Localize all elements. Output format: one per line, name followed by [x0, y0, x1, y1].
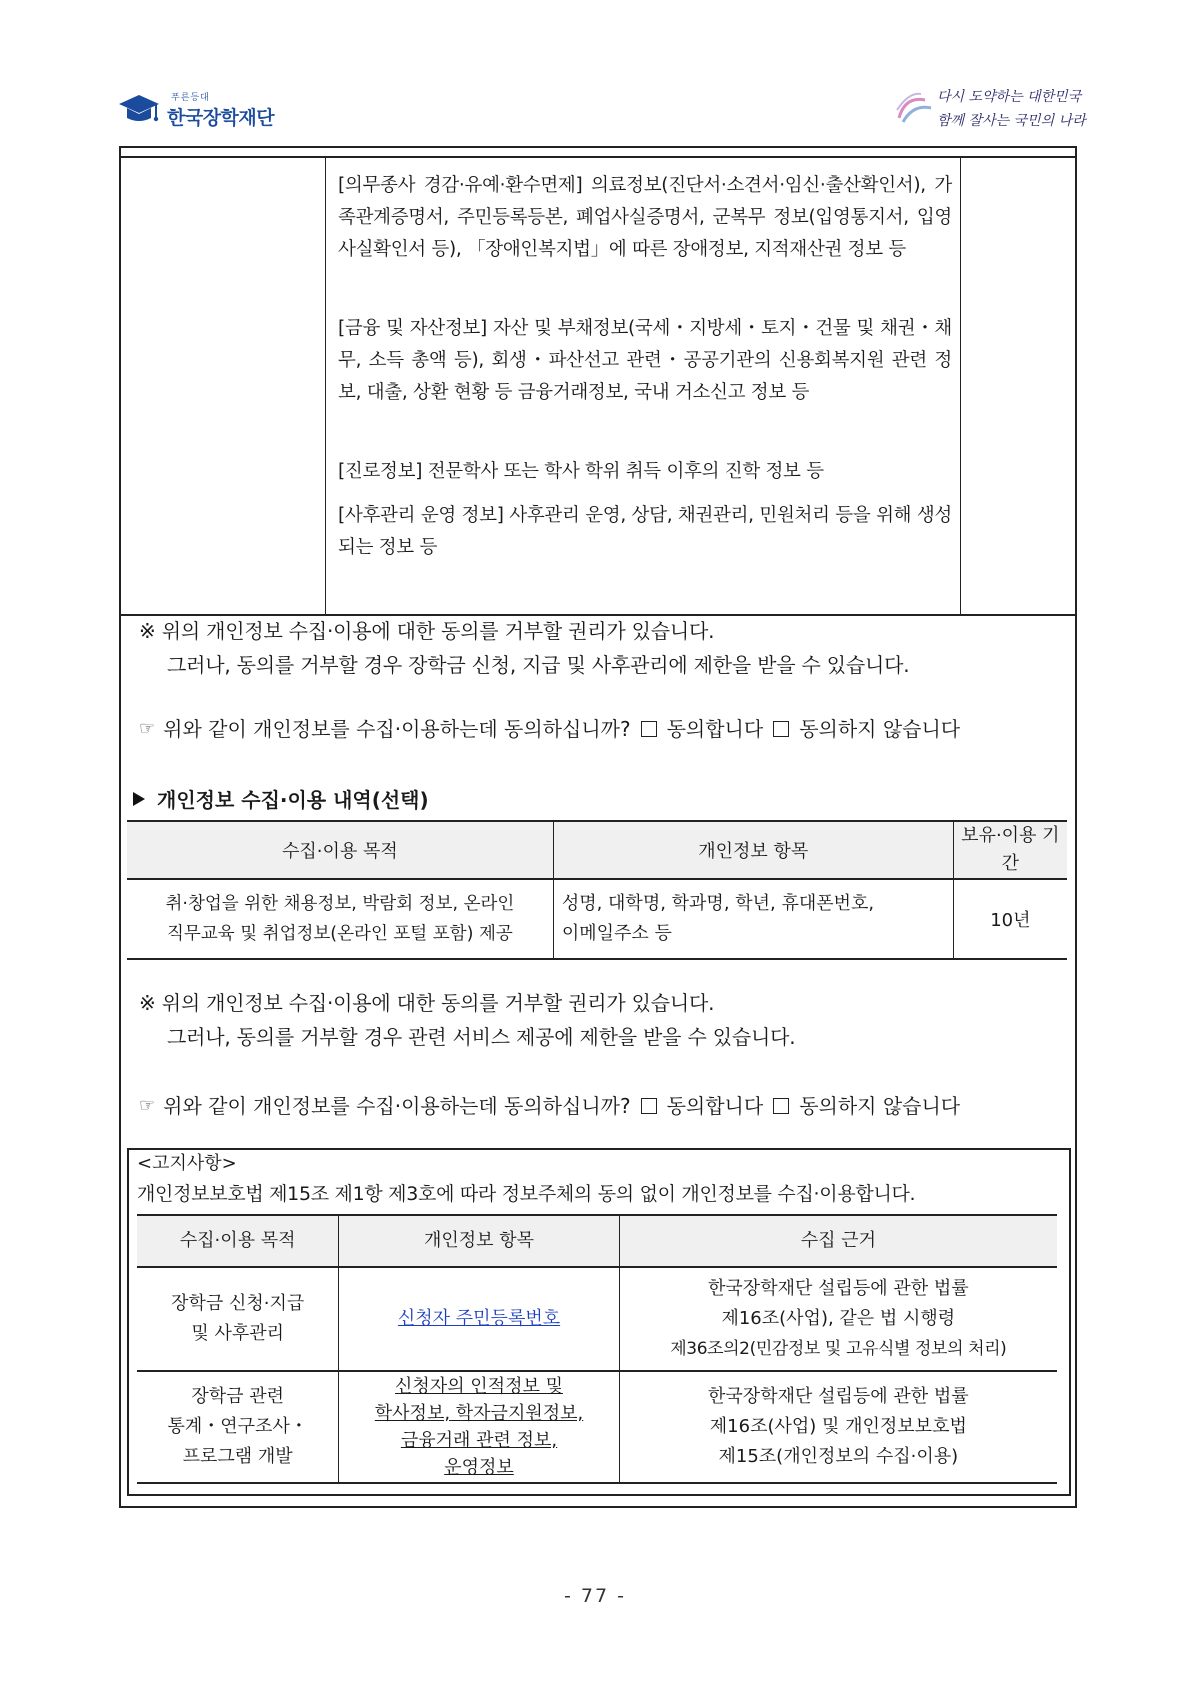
- agree-checkbox[interactable]: [641, 721, 657, 737]
- header-period: 보유·이용 기간: [953, 821, 1067, 879]
- page-number: - 77 -: [564, 1585, 626, 1607]
- table-header-row: [127, 821, 1067, 879]
- disagree-checkbox[interactable]: [773, 721, 789, 737]
- table-row: [137, 1267, 1057, 1371]
- agree-label: 동의합니다: [666, 1094, 764, 1118]
- consent-question-required: [139, 714, 1063, 744]
- cell-basis: 한국장학재단 설립등에 관한 법률 제16조(사업) 및 개인정보보호법 제15조(개인정보의 수집·이용): [619, 1371, 1057, 1483]
- cell-basis: 한국장학재단 설립등에 관한 법률 제16조(사업), 같은 법 시행령 제36조의2(민감정보 및 고유식별 정보의 처리): [619, 1267, 1057, 1371]
- consent-form-frame: [119, 146, 1077, 1508]
- notice-text: 개인정보보호법 제15조 제1항 제3호에 따라 정보주체의 동의 없이 개인정보를 수집·이용합니다.: [137, 1183, 916, 1205]
- slogan-line1: 다시 도약하는 대한민국: [937, 89, 1082, 105]
- resident-number-link[interactable]: 신청자 주민등록번호: [397, 1308, 561, 1329]
- refusal-line1: ※ 위의 개인정보 수집·이용에 대한 동의를 거부할 권리가 있습니다.: [139, 619, 715, 643]
- header-purpose: 수집·이용 목적: [127, 821, 553, 879]
- cell-items: 신청자의 인적정보 및 학사정보, 학자금지원정보, 금융거래 관련 정보, 운영정보: [339, 1371, 619, 1483]
- disagree-checkbox[interactable]: [773, 1098, 789, 1114]
- refusal-line2: 그러나, 동의를 거부할 경우 장학금 신청, 지급 및 사후관리에 제한을 받을 수 있습니다.: [167, 653, 910, 677]
- agree-label: 동의합니다: [666, 717, 764, 741]
- refusal-line1: ※ 위의 개인정보 수집·이용에 대한 동의를 거부할 권리가 있습니다.: [139, 991, 715, 1015]
- consent-question: 위와 같이 개인정보를 수집·이용하는데 동의하십니까?: [163, 1094, 631, 1118]
- header-purpose: 수집·이용 목적: [137, 1215, 339, 1267]
- cell-items: 성명, 대학명, 학과명, 학년, 휴대폰번호, 이메일주소 등: [553, 879, 953, 959]
- refusal-notice-optional: [139, 986, 1057, 1054]
- cell-purpose: 취·창업을 위한 채용정보, 박람회 정보, 온라인 직무교육 및 취업정보(온라인 포털 포함) 제공: [127, 879, 553, 959]
- pointing-finger-icon: ☞: [139, 718, 156, 739]
- cell-period: 10년: [953, 879, 1067, 959]
- header-basis: 수집 근거: [619, 1215, 1057, 1267]
- agree-checkbox[interactable]: [641, 1098, 657, 1114]
- refusal-notice-required: [139, 614, 1057, 682]
- optional-items-table: [127, 820, 1067, 960]
- table-row: [127, 879, 1067, 959]
- paragraph-obligation: [의무종사 경감·유예·환수면제] 의료정보(진단서·소견서·임신·출산확인서), 가족관계증명서, 주민등록등본, 폐업사실증명서, 군복무 정보(입영통지서, 입영사실확인서 등), 「장애인복지법」에 따른 장애정보, 지적재산권 정보 등: [338, 175, 952, 260]
- table-header-row: [137, 1215, 1057, 1267]
- cell-purpose: 장학금 신청·지급 및 사후관리: [137, 1267, 339, 1371]
- graduation-cap-icon: [117, 90, 161, 130]
- header-items: 개인정보 항목: [339, 1215, 619, 1267]
- logo-title: 한국장학재단: [167, 107, 275, 129]
- disagree-label: 동의하지 않습니다: [799, 717, 961, 741]
- paragraph-finance: [금융 및 자산정보] 자산 및 부채정보(국세・지방세・토지・건물 및 채권・채무, 소득 총액 등), 회생・파산선고 관련・공공기관의 신용회복지원 관련 정보, 대출, 상환 현황 등 금융거래정보, 국내 거소신고 정보 등: [338, 318, 952, 403]
- consent-question: 위와 같이 개인정보를 수집·이용하는데 동의하십니까?: [163, 717, 631, 741]
- paragraph-aftercare: [사후관리 운영 정보] 사후관리 운영, 상담, 채권관리, 민원처리 등을 위해 생성되는 정보 등: [338, 505, 952, 558]
- logo-subtitle: 푸른등대: [171, 93, 210, 103]
- notice-heading: <고지사항>: [137, 1153, 237, 1174]
- slogan-line2: 함께 잘사는 국민의 나라: [937, 113, 1086, 129]
- statutory-collection-table: [137, 1214, 1057, 1484]
- section-title-optional: 개인정보 수집·이용 내역(선택): [133, 784, 429, 813]
- header-items: 개인정보 항목: [553, 821, 953, 879]
- refusal-line2: 그러나, 동의를 거부할 경우 관련 서비스 제공에 제한을 받을 수 있습니다.: [167, 1025, 796, 1049]
- cell-purpose: 장학금 관련 통계・연구조사・ 프로그램 개발: [137, 1371, 339, 1483]
- foundation-logo: [117, 86, 274, 134]
- pointing-finger-icon: ☞: [139, 1095, 156, 1116]
- notice-box: [127, 1148, 1071, 1496]
- cell-items[interactable]: [339, 1267, 619, 1371]
- consent-question-optional: [139, 1091, 1063, 1121]
- paragraph-career: [진로정보] 전문학사 또는 학사 학위 취득 이후의 진학 정보 등: [338, 461, 824, 482]
- government-slogan: [895, 80, 1086, 136]
- disagree-label: 동의하지 않습니다: [799, 1094, 961, 1118]
- triangle-bullet-icon: [133, 792, 145, 806]
- slogan-swirl-icon: [895, 90, 935, 126]
- table-row: [137, 1371, 1057, 1483]
- required-items-cell: [325, 158, 961, 614]
